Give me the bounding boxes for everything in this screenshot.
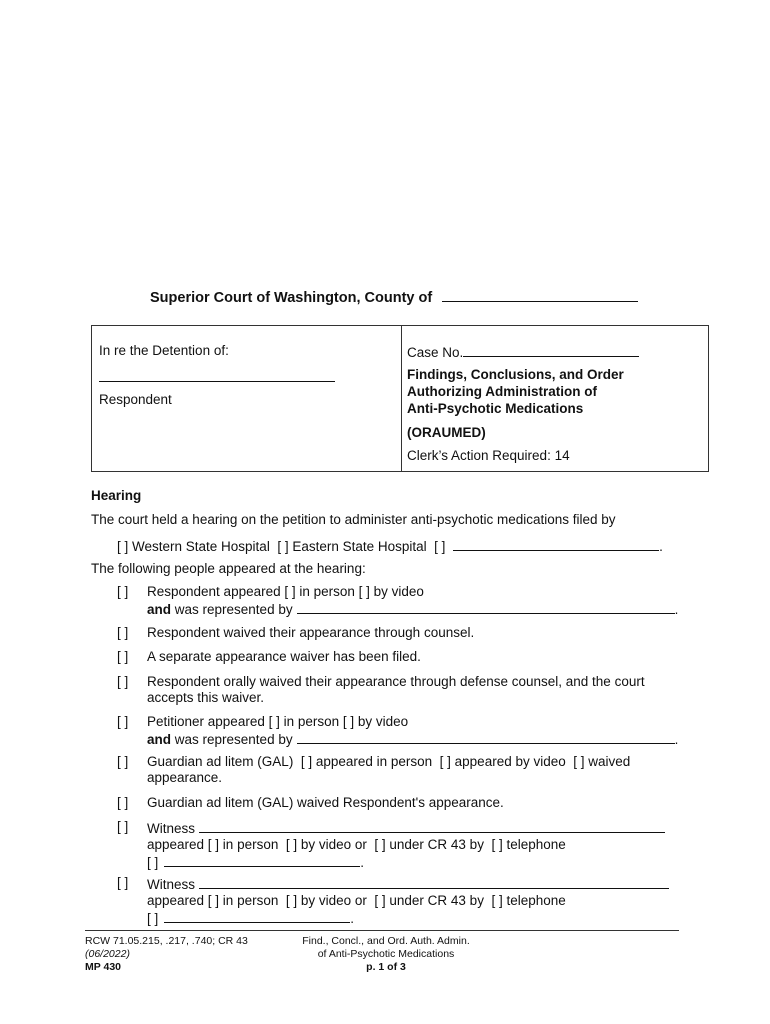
item-text: Witness xyxy=(147,821,196,836)
item-text: [ ] xyxy=(147,911,159,926)
footer-date: (06/2022) xyxy=(85,948,130,960)
county-blank[interactable] xyxy=(442,288,638,302)
item-text: accepts this waiver. xyxy=(147,690,265,705)
footer-form-number: MP 430 xyxy=(85,961,121,973)
item-text: Petitioner appeared [ ] in person [ ] by video xyxy=(147,714,409,729)
period: . xyxy=(674,602,679,617)
petitioner-options-text: [ ] Western State Hospital [ ] Eastern State Hospital [ ] xyxy=(117,539,446,554)
item-text: Guardian ad litem (GAL) [ ] appeared in person [ ] appeared by video [ ] waived xyxy=(147,754,631,769)
item-text: Respondent orally waived their appearance through defense counsel, and the court xyxy=(147,674,645,689)
item-text: appearance. xyxy=(147,770,223,785)
caption-divider xyxy=(401,326,402,471)
respondent-label: Respondent xyxy=(99,392,172,407)
case-no-label: Case No. xyxy=(407,345,464,360)
list-item xyxy=(147,875,669,927)
doc-title-line-1: Findings, Conclusions, and Order xyxy=(407,367,624,382)
item-text: Guardian ad litem (GAL) waived Respondent's appearance. xyxy=(147,795,504,810)
court-heading xyxy=(150,288,638,306)
item-bold: and xyxy=(147,602,172,617)
item-text: was represented by xyxy=(171,602,293,617)
witness-name-blank[interactable] xyxy=(199,875,669,889)
case-number-field xyxy=(407,343,639,361)
item-text: was represented by xyxy=(171,732,293,747)
respondent-name-blank[interactable] xyxy=(99,365,335,382)
item-text: [ ] xyxy=(147,855,159,870)
list-item xyxy=(147,795,504,811)
list-item xyxy=(147,674,645,706)
footer-left xyxy=(85,935,248,974)
petitioner-other-blank[interactable] xyxy=(453,537,659,551)
witness-name-blank[interactable] xyxy=(199,819,665,833)
checkbox-orally-waived[interactable]: [ ] xyxy=(117,674,129,689)
doc-code: (ORAUMED) xyxy=(407,425,486,440)
item-text: Respondent waived their appearance through counsel. xyxy=(147,625,475,640)
item-text: Respondent appeared [ ] in person [ ] by video xyxy=(147,584,424,599)
clerk-action: Clerk’s Action Required: 14 xyxy=(407,448,570,463)
footer-title-1: Find., Concl., and Ord. Auth. Admin. xyxy=(302,935,470,947)
detention-label: In re the Detention of: xyxy=(99,343,229,358)
checkbox-gal-appeared[interactable]: [ ] xyxy=(117,754,129,769)
checkbox-respondent-appeared[interactable]: [ ] xyxy=(117,584,129,599)
list-item xyxy=(147,625,474,641)
checkbox-witness-2[interactable]: [ ] xyxy=(117,875,129,890)
period: . xyxy=(360,855,365,870)
footer-title-2: of Anti-Psychotic Medications xyxy=(317,948,455,960)
footer-page: p. 1 of 3 xyxy=(366,961,406,973)
footer-rcw: RCW 71.05.215, .217, .740; CR 43 xyxy=(85,935,248,947)
hearing-intro: The court held a hearing on the petition to administer anti-psychotic medications filed by xyxy=(91,512,616,527)
witness-other-blank[interactable] xyxy=(164,853,360,867)
checkbox-petitioner-appeared[interactable]: [ ] xyxy=(117,714,129,729)
caption-box xyxy=(91,325,709,472)
witness-other-blank[interactable] xyxy=(164,909,350,923)
period: . xyxy=(659,539,663,554)
list-item xyxy=(147,649,421,665)
period: . xyxy=(674,732,679,747)
list-item xyxy=(147,819,665,871)
item-bold: and xyxy=(147,732,172,747)
petitioner-options[interactable] xyxy=(117,537,663,555)
case-no-blank[interactable] xyxy=(463,343,639,357)
footer-rule xyxy=(85,930,679,931)
period: . xyxy=(350,911,355,926)
represented-by-blank[interactable] xyxy=(297,600,675,614)
represented-by-blank[interactable] xyxy=(297,730,675,744)
hearing-heading: Hearing xyxy=(91,488,142,503)
checkbox-witness-1[interactable]: [ ] xyxy=(117,819,129,834)
appeared-intro: The following people appeared at the hearing: xyxy=(91,561,366,576)
footer-center xyxy=(276,935,496,974)
item-text: appeared [ ] in person [ ] by video or [ ] under CR 43 by [ ] telephone xyxy=(147,893,566,908)
checkbox-gal-waived[interactable]: [ ] xyxy=(117,795,129,810)
doc-title-line-2: Authorizing Administration of xyxy=(407,384,597,399)
item-text: A separate appearance waiver has been filed. xyxy=(147,649,421,664)
checkbox-waived-counsel[interactable]: [ ] xyxy=(117,625,129,640)
list-item xyxy=(147,714,678,748)
list-item xyxy=(147,754,630,786)
item-text: appeared [ ] in person [ ] by video or [ ] under CR 43 by [ ] telephone xyxy=(147,837,566,852)
doc-title-line-3: Anti-Psychotic Medications xyxy=(407,401,584,416)
court-label: Superior Court of Washington, County of xyxy=(150,290,433,306)
checkbox-waiver-filed[interactable]: [ ] xyxy=(117,649,129,664)
item-text: Witness xyxy=(147,877,196,892)
list-item xyxy=(147,584,678,618)
